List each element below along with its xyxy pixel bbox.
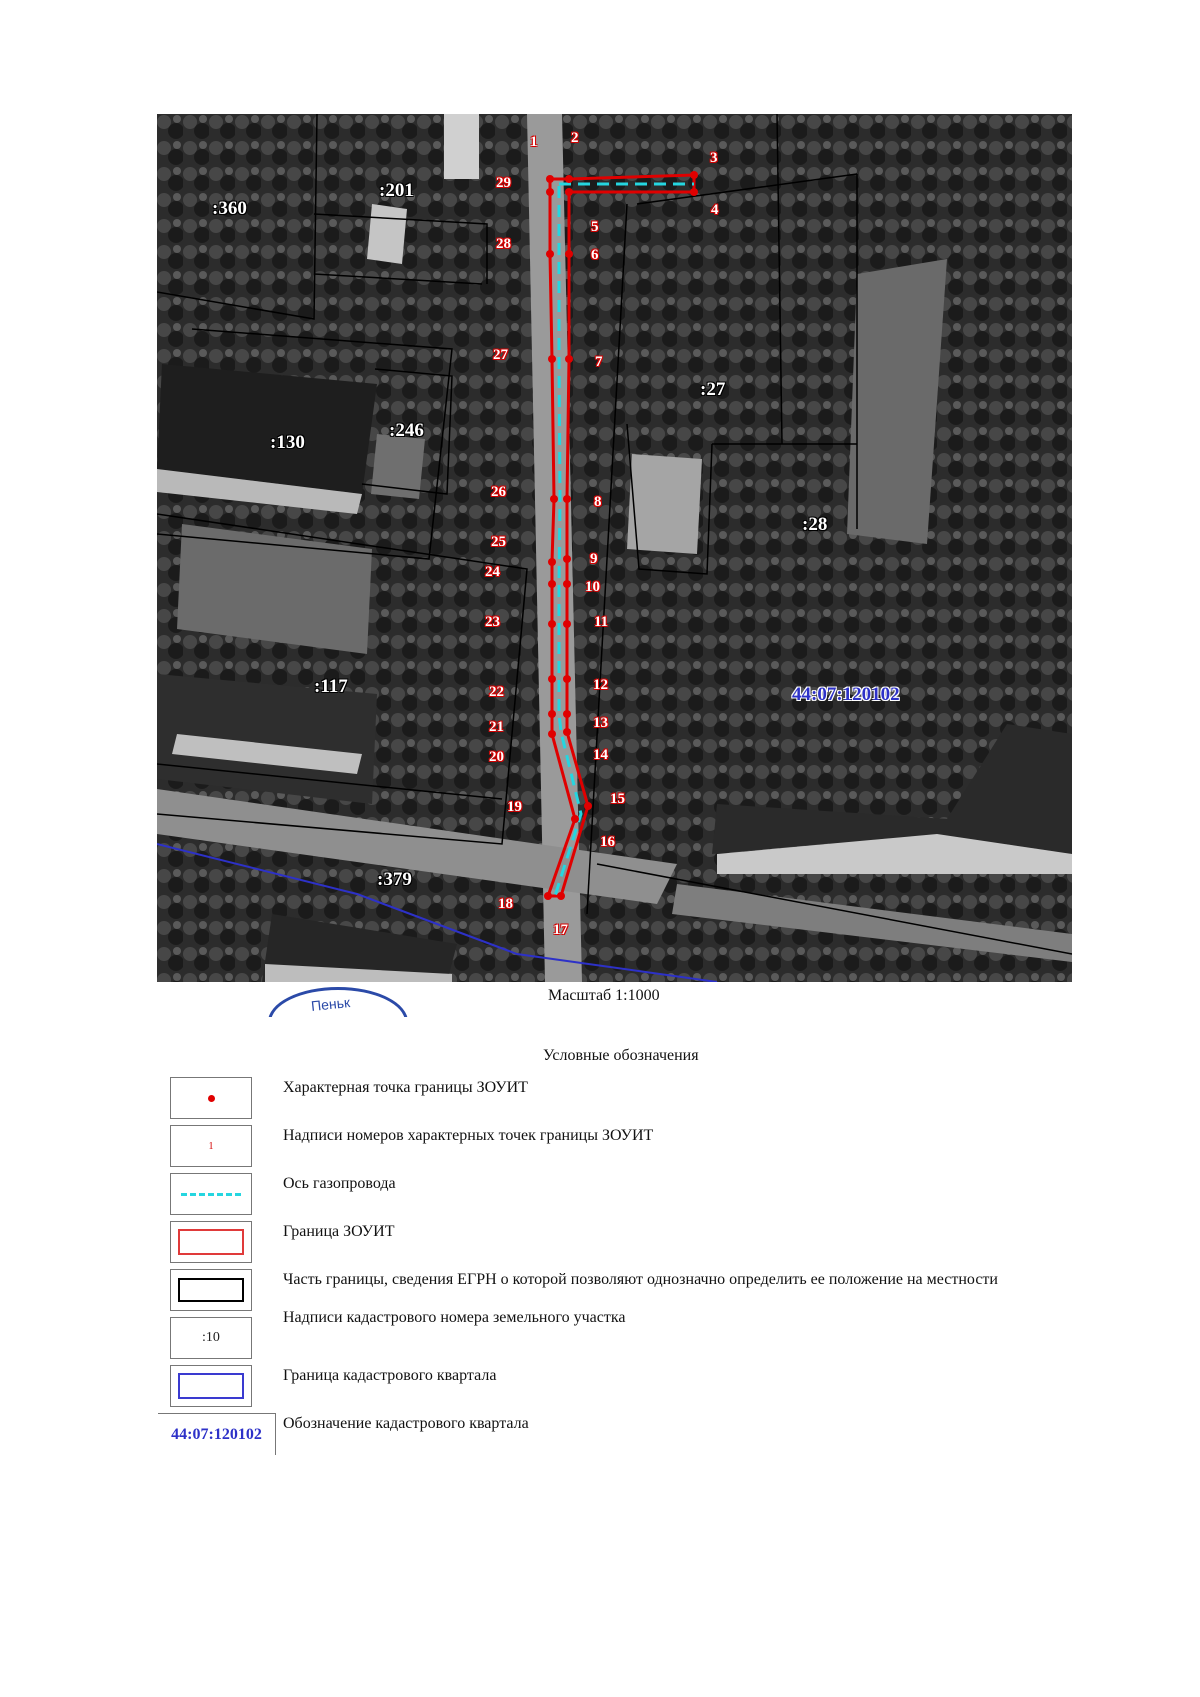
cadastral-map — [157, 114, 1072, 982]
point-label-1: 1 — [530, 134, 538, 150]
building-201 — [367, 204, 407, 264]
point-label-27: 27 — [493, 347, 508, 363]
map-graphics — [157, 114, 1072, 982]
point-label-12: 12 — [593, 677, 608, 693]
point-label-4: 4 — [711, 202, 719, 218]
quarter-label: 44:07:120102 — [792, 684, 900, 705]
point-label-10: 10 — [585, 579, 600, 595]
black-rectangle-icon — [178, 1278, 244, 1302]
point-label-13: 13 — [593, 715, 608, 731]
code-sample: :10 — [202, 1330, 220, 1345]
legend-symbol-dash — [170, 1173, 252, 1215]
legend-text: Граница кадастрового квартала — [283, 1367, 497, 1384]
legend-symbol-blue-rect — [170, 1365, 252, 1407]
map-scale: Масштаб 1:1000 — [548, 987, 660, 1004]
point-label-25: 25 — [491, 534, 506, 550]
point-label-11: 11 — [594, 614, 609, 630]
parcel-label-379: :379 — [377, 869, 412, 890]
legend-text: Граница ЗОУИТ — [283, 1223, 395, 1240]
stamp-text: Пеньк — [310, 994, 351, 1014]
point-label-15: 15 — [610, 791, 625, 807]
point-label-21: 21 — [489, 719, 504, 735]
parcel-label-27: :27 — [700, 379, 726, 400]
parcel-label-201: :201 — [379, 180, 414, 201]
point-label-23: 23 — [485, 614, 500, 630]
parcel-label-360: :360 — [212, 198, 247, 219]
point-label-20: 20 — [489, 749, 504, 765]
point-label-18: 18 — [498, 896, 513, 912]
legend-text: Часть границы, сведения ЕГРН о которой позволяют однозначно определить ее положение на местности — [283, 1271, 998, 1288]
point-label-16: 16 — [600, 834, 615, 850]
parcel-label-246: :246 — [389, 420, 424, 441]
point-label-8: 8 — [594, 494, 602, 510]
stamp — [268, 987, 408, 1017]
legend-text: Характерная точка границы ЗОУИТ — [283, 1079, 528, 1096]
quarter-code-sample: 44:07:120102 — [158, 1413, 276, 1455]
blue-rectangle-icon — [178, 1373, 244, 1399]
building-north — [444, 114, 479, 179]
parcel-label-117: :117 — [314, 676, 348, 697]
number-sample: 1 — [208, 1140, 214, 1152]
stamp-ring — [268, 987, 408, 1017]
parcel-label-28: :28 — [802, 514, 828, 535]
building-246 — [371, 434, 425, 499]
legend-symbol-red-rect — [170, 1221, 252, 1263]
point-label-28: 28 — [496, 236, 511, 252]
point-label-24: 24 — [485, 564, 500, 580]
point-label-29: 29 — [496, 175, 511, 191]
legend-symbol-point — [170, 1077, 252, 1119]
legend-symbol-code — [170, 1317, 252, 1359]
legend-symbol-black-rect — [170, 1269, 252, 1311]
point-label-5: 5 — [591, 219, 599, 235]
point-label-26: 26 — [491, 484, 506, 500]
red-rectangle-icon — [178, 1229, 244, 1255]
red-dot-icon — [208, 1095, 215, 1102]
legend-text: Ось газопровода — [283, 1175, 396, 1192]
cyan-dashed-line-icon — [181, 1193, 241, 1196]
point-label-19: 19 — [507, 799, 522, 815]
legend-text: Обозначение кадастрового квартала — [283, 1415, 529, 1432]
legend-text: Надписи кадастрового номера земельного участка — [283, 1309, 626, 1326]
point-label-9: 9 — [590, 551, 598, 567]
point-label-6: 6 — [591, 247, 599, 263]
parcel-label-130: :130 — [270, 432, 305, 453]
point-label-14: 14 — [593, 747, 608, 763]
legend-title: Условные обозначения — [543, 1047, 699, 1064]
building-church — [627, 454, 702, 554]
point-label-22: 22 — [489, 684, 504, 700]
point-label-17: 17 — [553, 922, 568, 938]
legend-symbol-number — [170, 1125, 252, 1167]
point-label-2: 2 — [571, 130, 579, 146]
point-label-3: 3 — [710, 150, 718, 166]
legend-text: Надписи номеров характерных точек границы ЗОУИТ — [283, 1127, 654, 1144]
point-label-7: 7 — [595, 354, 603, 370]
